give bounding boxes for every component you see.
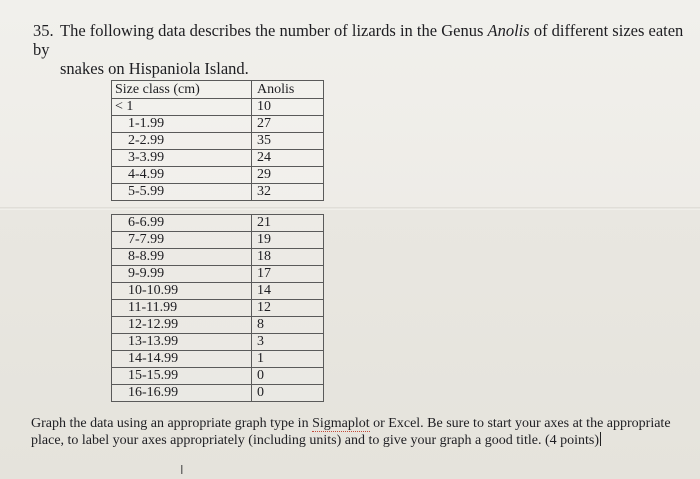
table-row: [112, 283, 324, 300]
size-class-cell: < 1: [112, 99, 252, 116]
size-class-header: Size class (cm): [112, 81, 252, 99]
size-class-cell: 7-7.99: [112, 232, 252, 249]
size-class-cell: 1-1.99: [112, 116, 252, 133]
table-row: [112, 300, 324, 317]
table-row: [112, 368, 324, 385]
ibeam-cursor-icon: I: [180, 463, 184, 477]
size-class-cell: 14-14.99: [112, 351, 252, 368]
genus-name: Anolis: [487, 21, 530, 40]
table-row: [112, 133, 324, 150]
data-table-bottom: [111, 214, 324, 402]
anolis-count-cell: 3: [252, 334, 324, 351]
instructions-part-2: or Excel. Be sure to start your axes at the appropriate place, to label your axes appropriately (including units) and to give your graph a good title. (4 points): [31, 416, 671, 448]
table-row: [112, 334, 324, 351]
size-class-cell: 5-5.99: [112, 184, 252, 201]
anolis-count-cell: 21: [252, 215, 324, 232]
size-class-cell: 12-12.99: [112, 317, 252, 334]
sigmaplot-word: Sigmaplot: [312, 416, 370, 431]
question-text-after: of different sizes eaten by: [33, 21, 684, 59]
anolis-count-cell: 12: [252, 300, 324, 317]
table-header-row: [112, 81, 324, 99]
text-cursor: [600, 432, 601, 446]
anolis-count-cell: 10: [252, 99, 324, 116]
table-row: [112, 150, 324, 167]
size-class-cell: 13-13.99: [112, 334, 252, 351]
anolis-count-cell: 14: [252, 283, 324, 300]
instructions-part-1: Graph the data using an appropriate graph type in: [31, 416, 313, 431]
size-class-cell: 3-3.99: [112, 150, 252, 167]
table-row: [112, 317, 324, 334]
anolis-count-cell: 1: [252, 351, 324, 368]
size-class-cell: 10-10.99: [112, 283, 252, 300]
table-row: [112, 249, 324, 266]
anolis-count-cell: 18: [252, 249, 324, 266]
size-class-cell: 16-16.99: [112, 385, 252, 402]
anolis-count-cell: 24: [252, 150, 324, 167]
question-number: 35.: [33, 21, 54, 40]
anolis-count-cell: 32: [252, 184, 324, 201]
size-class-cell: 2-2.99: [112, 133, 252, 150]
anolis-count-cell: 0: [252, 385, 324, 402]
anolis-count-cell: 27: [252, 116, 324, 133]
size-class-cell: 8-8.99: [112, 249, 252, 266]
table-row: [112, 266, 324, 283]
size-class-cell: 11-11.99: [112, 300, 252, 317]
table-row: [112, 184, 324, 201]
anolis-header: Anolis: [252, 81, 324, 99]
table-row: [112, 167, 324, 184]
anolis-count-cell: 8: [252, 317, 324, 334]
size-class-cell: 4-4.99: [112, 167, 252, 184]
table-row: [112, 99, 324, 116]
anolis-count-cell: 29: [252, 167, 324, 184]
table-row: [112, 385, 324, 402]
table-row: [112, 351, 324, 368]
question-line-1: [33, 21, 693, 59]
data-table-top: [111, 80, 324, 201]
anolis-count-cell: 17: [252, 266, 324, 283]
anolis-count-cell: 35: [252, 133, 324, 150]
question-text: [33, 21, 693, 78]
question-text-before: The following data describes the number of lizards in the Genus: [60, 21, 488, 40]
table-row: [112, 215, 324, 232]
size-class-cell: 6-6.99: [112, 215, 252, 232]
anolis-count-cell: 0: [252, 368, 324, 385]
size-class-cell: 9-9.99: [112, 266, 252, 283]
instructions-text: [31, 416, 691, 448]
table-row: [112, 116, 324, 133]
question-line-2: snakes on Hispaniola Island.: [60, 59, 249, 78]
anolis-count-cell: 19: [252, 232, 324, 249]
table-row: [112, 232, 324, 249]
size-class-cell: 15-15.99: [112, 368, 252, 385]
